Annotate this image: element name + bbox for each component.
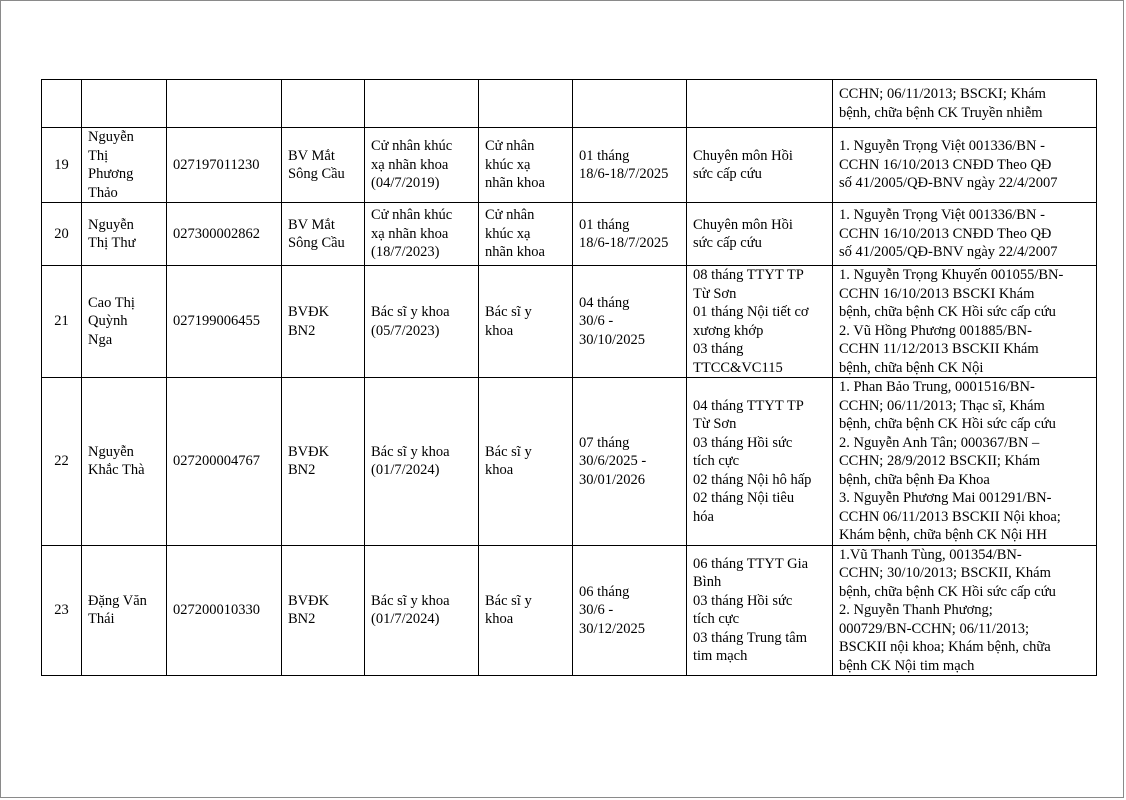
cell-id-text: 027300002862 bbox=[173, 225, 260, 242]
cell-scope bbox=[479, 128, 573, 203]
cell-scope bbox=[479, 545, 573, 676]
cell-scope-text: Bác sĩ y khoa bbox=[485, 592, 532, 628]
cell-duration bbox=[573, 545, 687, 676]
cell-degree-text: Bác sĩ y khoa (05/7/2023) bbox=[371, 304, 450, 339]
cell-name-text: Nguyễn Thị Thư bbox=[88, 216, 136, 251]
cell-content bbox=[687, 203, 833, 266]
cell-scope bbox=[479, 378, 573, 546]
cell-content-text: 06 tháng TTYT Gia Bình 03 tháng Hồi sức tích cực 03 tháng Trung tâm tim mạch bbox=[693, 555, 809, 665]
cell-duration bbox=[573, 80, 687, 128]
cell-duration-text: 04 tháng 30/6 - 30/10/2025 bbox=[579, 294, 646, 348]
cell-duration bbox=[573, 378, 687, 546]
cell-supervisor-text: 1. Nguyễn Trọng Việt 001336/BN - CCHN 16/10/2013 CNĐD Theo QĐ số 41/2005/QĐ-BNV ngày 22/4/2007 bbox=[839, 207, 1058, 261]
table-row bbox=[42, 203, 1097, 266]
cell-duration bbox=[573, 128, 687, 203]
cell-unit bbox=[282, 378, 365, 546]
cell-id-text: 027197011230 bbox=[173, 156, 260, 173]
cell-degree-text: Cử nhân khúc xạ nhãn khoa (18/7/2023) bbox=[371, 207, 453, 261]
table-row bbox=[42, 128, 1097, 203]
cell-supervisor-text: 1. Nguyễn Trọng Việt 001336/BN - CCHN 16/10/2013 CNĐD Theo QĐ số 41/2005/QĐ-BNV ngày 22/4/2007 bbox=[839, 138, 1058, 192]
trainee-table bbox=[41, 79, 1097, 676]
cell-scope bbox=[479, 203, 573, 266]
cell-id bbox=[167, 266, 282, 378]
cell-duration-text: 01 tháng 18/6-18/7/2025 bbox=[579, 216, 669, 251]
cell-id bbox=[167, 545, 282, 676]
cell-degree bbox=[365, 545, 479, 676]
cell-stt bbox=[42, 266, 82, 378]
cell-supervisor bbox=[833, 266, 1097, 378]
cell-content bbox=[687, 266, 833, 378]
cell-stt-text: 23 bbox=[54, 602, 69, 618]
cell-stt bbox=[42, 80, 82, 128]
cell-name bbox=[82, 545, 167, 676]
cell-name bbox=[82, 378, 167, 546]
cell-name bbox=[82, 203, 167, 266]
cell-unit bbox=[282, 128, 365, 203]
cell-supervisor bbox=[833, 545, 1097, 676]
cell-stt bbox=[42, 128, 82, 203]
cell-degree bbox=[365, 203, 479, 266]
cell-content bbox=[687, 128, 833, 203]
cell-supervisor-text: 1. Nguyễn Trọng Khuyến 001055/BN- CCHN 16/10/2013 BSCKI Khám bệnh, chữa bệnh CK Hồi sức cấp cứu 2. Vũ Hồng Phương 001885/BN- CCHN 11/12/2013 BSCKII Khám bệnh, chữa bệnh CK Nội bbox=[839, 267, 1064, 376]
cell-id bbox=[167, 203, 282, 266]
cell-scope-text: Cử nhân khúc xạ nhãn khoa bbox=[485, 207, 545, 261]
cell-degree bbox=[365, 128, 479, 203]
cell-stt-text: 19 bbox=[54, 156, 69, 173]
table-row bbox=[42, 266, 1097, 378]
cell-duration-text: 06 tháng 30/6 - 30/12/2025 bbox=[579, 583, 646, 637]
cell-content-text: 04 tháng TTYT TP Từ Sơn 03 tháng Hồi sức tích cực 02 tháng Nội hô hấp 02 tháng Nội tiêu hóa bbox=[693, 397, 812, 525]
cell-unit-text: BV Mắt Sông Cầu bbox=[288, 216, 345, 251]
cell-id-text: 027200010330 bbox=[173, 602, 260, 618]
cell-name-text: Cao Thị Quỳnh Nga bbox=[88, 294, 135, 348]
cell-degree bbox=[365, 378, 479, 546]
cell-name-text: Nguyễn Thị Phương Thảo bbox=[88, 129, 134, 201]
cell-scope bbox=[479, 266, 573, 378]
cell-scope bbox=[479, 80, 573, 128]
table-row bbox=[42, 80, 1097, 128]
cell-unit bbox=[282, 80, 365, 128]
cell-id-text: 027199006455 bbox=[173, 313, 260, 330]
cell-unit bbox=[282, 545, 365, 676]
cell-id bbox=[167, 378, 282, 546]
cell-stt bbox=[42, 203, 82, 266]
cell-stt bbox=[42, 545, 82, 676]
cell-unit-text: BVĐK BN2 bbox=[288, 304, 330, 339]
cell-unit-text: BVĐK BN2 bbox=[288, 592, 330, 628]
cell-stt-text: 22 bbox=[54, 453, 69, 469]
cell-content bbox=[687, 80, 833, 128]
cell-unit bbox=[282, 266, 365, 378]
cell-degree bbox=[365, 80, 479, 128]
cell-duration-text: 07 tháng 30/6/2025 - 30/01/2026 bbox=[579, 434, 647, 488]
cell-stt-text: 20 bbox=[54, 225, 69, 242]
cell-degree bbox=[365, 266, 479, 378]
cell-duration-text: 01 tháng 18/6-18/7/2025 bbox=[579, 147, 669, 182]
cell-name bbox=[82, 128, 167, 203]
cell-unit bbox=[282, 203, 365, 266]
cell-degree-text: Bác sĩ y khoa (01/7/2024) bbox=[371, 443, 450, 479]
cell-supervisor bbox=[833, 80, 1097, 128]
cell-name-text: Nguyễn Khắc Thà bbox=[88, 443, 145, 479]
cell-supervisor-text: 1. Phan Bảo Trung, 0001516/BN- CCHN; 06/11/2013; Thạc sĩ, Khám bệnh, chữa bệnh CK Hồi sức cấp cứu 2. Nguyễn Anh Tân; 000367/BN – CCHN; 28/9/2012 BSCKII; Khám bệnh, chữa bệnh Đa Khoa 3. Nguyễn Phương Mai 001291/BN- CCHN 06/11/2013 BSCKII Nội khoa; Khám bệnh, chữa bệnh CK Nội HH bbox=[839, 379, 1061, 543]
cell-scope-text: Bác sĩ y khoa bbox=[485, 443, 532, 479]
cell-id bbox=[167, 128, 282, 203]
cell-supervisor-text: 1.Vũ Thanh Tùng, 001354/BN- CCHN; 30/10/2013; BSCKII, Khám bệnh, chữa bệnh CK Hồi sức cấp cứu 2. Nguyễn Thanh Phương; 000729/BN-CCHN; 06/11/2013; BSCKII nội khoa; Khám bệnh, chữa bệnh CK Nội tim mạch bbox=[839, 546, 1056, 674]
cell-content-text: Chuyên môn Hồi sức cấp cứu bbox=[693, 147, 793, 182]
cell-duration bbox=[573, 266, 687, 378]
cell-scope-text: Bác sĩ y khoa bbox=[485, 304, 532, 339]
cell-name-text: Đặng Văn Thái bbox=[88, 592, 147, 628]
cell-id-text: 027200004767 bbox=[173, 453, 260, 469]
cell-name bbox=[82, 266, 167, 378]
cell-unit-text: BVĐK BN2 bbox=[288, 443, 330, 479]
cell-content-text: 08 tháng TTYT TP Từ Sơn 01 tháng Nội tiết cơ xương khớp 03 tháng TTCC&VC115 bbox=[693, 267, 809, 376]
table-row bbox=[42, 545, 1097, 676]
cell-unit-text: BV Mắt Sông Cầu bbox=[288, 147, 345, 182]
cell-id bbox=[167, 80, 282, 128]
cell-degree-text: Bác sĩ y khoa (01/7/2024) bbox=[371, 592, 450, 628]
cell-stt-text: 21 bbox=[54, 313, 69, 330]
table-row bbox=[42, 378, 1097, 546]
cell-scope-text: Cử nhân khúc xạ nhãn khoa bbox=[485, 138, 545, 192]
cell-content bbox=[687, 378, 833, 546]
cell-supervisor bbox=[833, 128, 1097, 203]
cell-supervisor bbox=[833, 203, 1097, 266]
cell-content bbox=[687, 545, 833, 676]
cell-name bbox=[82, 80, 167, 128]
cell-supervisor-text: CCHN; 06/11/2013; BSCKI; Khám bệnh, chữa bệnh CK Truyền nhiễm bbox=[839, 86, 1046, 121]
cell-duration bbox=[573, 203, 687, 266]
cell-stt bbox=[42, 378, 82, 546]
cell-supervisor bbox=[833, 378, 1097, 546]
cell-content-text: Chuyên môn Hồi sức cấp cứu bbox=[693, 216, 793, 251]
cell-degree-text: Cử nhân khúc xạ nhãn khoa (04/7/2019) bbox=[371, 138, 453, 192]
